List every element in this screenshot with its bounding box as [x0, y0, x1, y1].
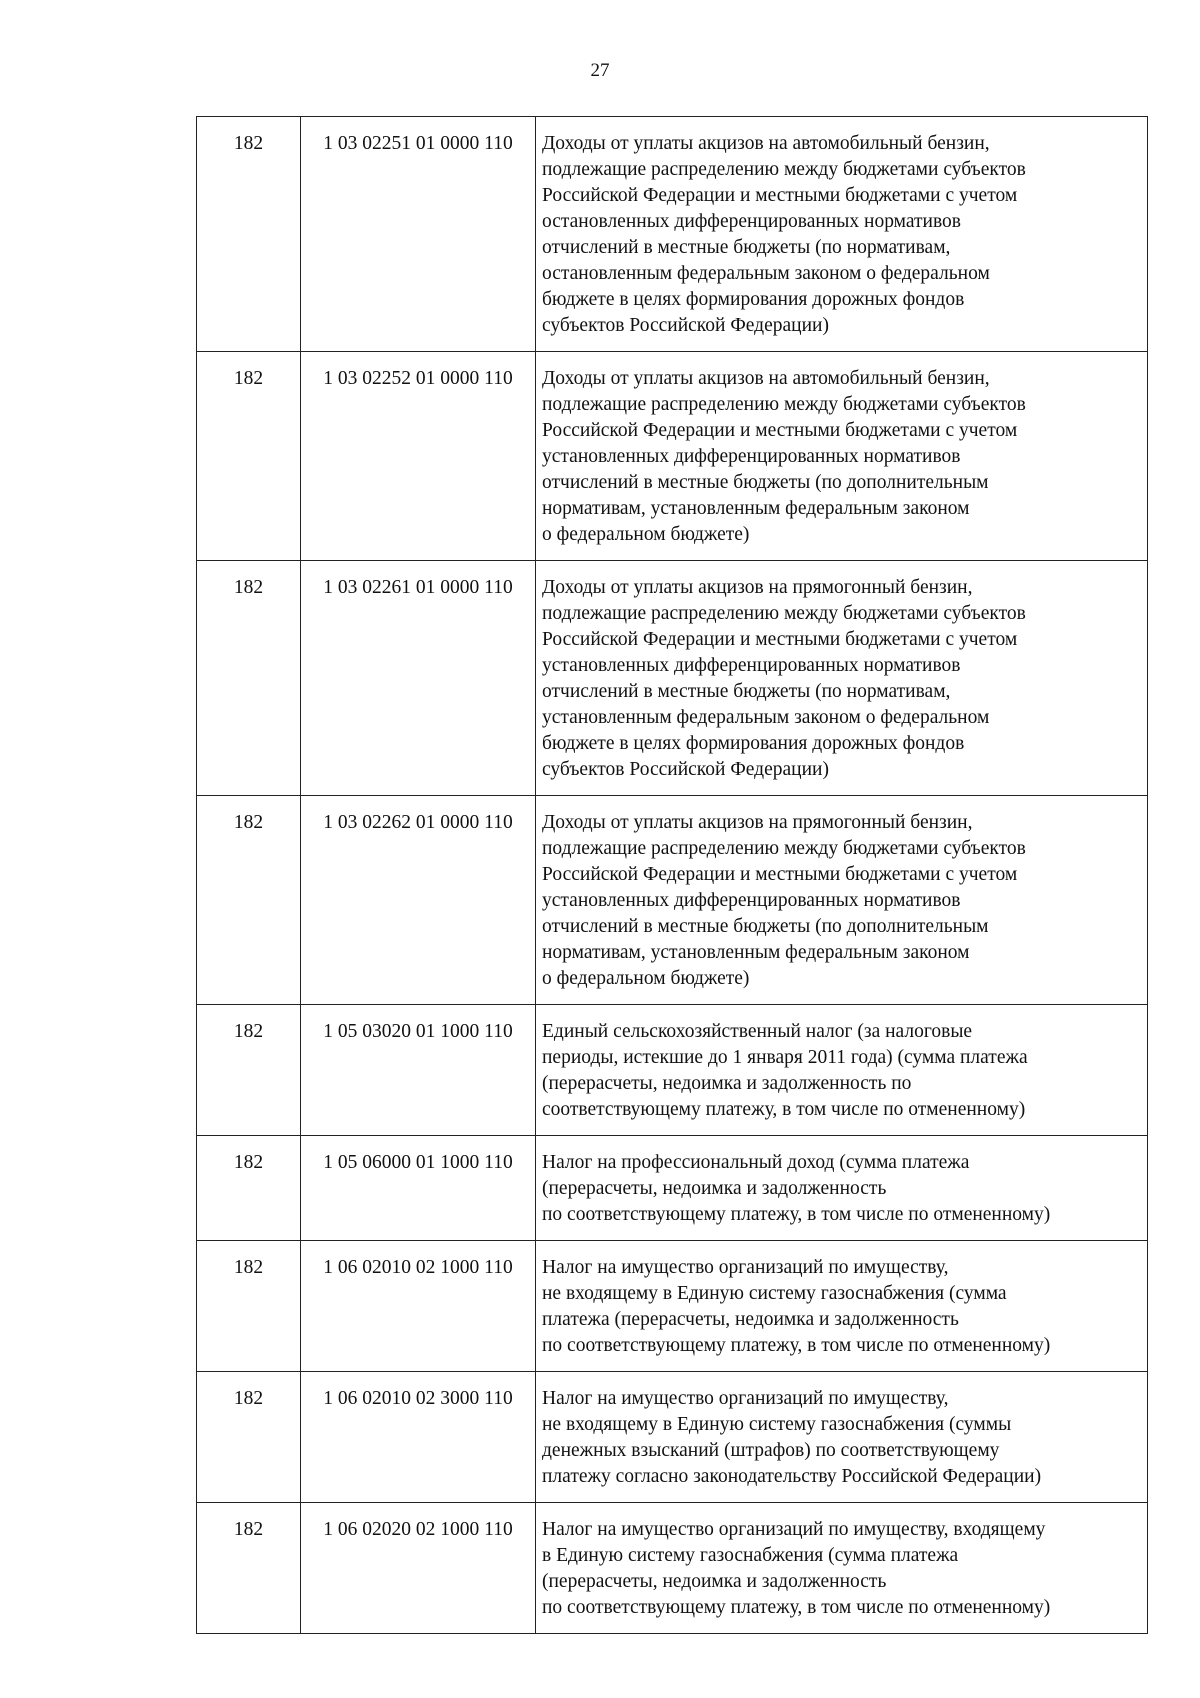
revenue-name-line: бюджете в целях формирования дорожных фондов: [542, 733, 965, 754]
revenue-name-line: Налог на профессиональный доход (сумма платежа: [542, 1152, 970, 1173]
revenue-name-line: Доходы от уплаты акцизов на прямогонный бензин,: [542, 812, 973, 833]
revenue-name-line: бюджете в целях формирования дорожных фондов: [542, 289, 965, 310]
budget-classification-code-cell: 1 06 02010 02 1000 110: [301, 1241, 536, 1372]
revenue-name-line: (перерасчеты, недоимка и задолженность по: [542, 1073, 912, 1094]
admin-code-cell: 182: [197, 1241, 301, 1372]
revenue-name-line: установленных дифференцированных нормативов: [542, 655, 961, 676]
revenue-name-line: Налог на имущество организаций по имуществу, входящему: [542, 1519, 1046, 1540]
revenue-name-line: платежу согласно законодательству Российской Федерации): [542, 1466, 1042, 1487]
revenue-name-line: (перерасчеты, недоимка и задолженность: [542, 1178, 887, 1199]
revenue-name-line: Доходы от уплаты акцизов на прямогонный бензин,: [542, 577, 973, 598]
admin-code-cell: 182: [197, 561, 301, 796]
admin-code-cell: 182: [197, 1372, 301, 1503]
revenue-name-line: отчислений в местные бюджеты (по нормативам,: [542, 681, 951, 702]
revenue-name-line: Российской Федерации и местными бюджетами с учетом: [542, 185, 1018, 206]
revenue-name-line: субъектов Российской Федерации): [542, 315, 829, 336]
revenue-name-line: в Единую систему газоснабжения (сумма платежа: [542, 1545, 959, 1566]
revenue-name-line: остановленных дифференцированных нормативов: [542, 211, 961, 232]
revenue-name-line: нормативам, установленным федеральным законом: [542, 942, 970, 963]
revenue-name-line: Доходы от уплаты акцизов на автомобильный бензин,: [542, 133, 990, 154]
admin-code-cell: 182: [197, 117, 301, 352]
revenue-name-line: Налог на имущество организаций по имуществу,: [542, 1388, 949, 1409]
revenue-name-line: Российской Федерации и местными бюджетами с учетом: [542, 420, 1018, 441]
revenue-name-line: отчислений в местные бюджеты (по нормативам,: [542, 237, 951, 258]
revenue-name-line: Российской Федерации и местными бюджетами с учетом: [542, 864, 1018, 885]
table-row: [197, 1136, 1148, 1241]
revenue-name-line: периоды, истекшие до 1 января 2011 года) (сумма платежа: [542, 1047, 1028, 1068]
revenue-name-cell: [536, 561, 1148, 796]
table-row: [197, 1005, 1148, 1136]
revenue-name-line: установленным федеральным законом о федеральном: [542, 707, 990, 728]
revenue-name-line: по соответствующему платежу, в том числе по отмененному): [542, 1597, 1051, 1618]
table-row: [197, 352, 1148, 561]
budget-classification-code-cell: 1 03 02262 01 0000 110: [301, 796, 536, 1005]
revenue-name-cell: [536, 352, 1148, 561]
revenue-name-line: остановленным федеральным законом о федеральном: [542, 263, 990, 284]
table-row: [197, 117, 1148, 352]
budget-classification-code-cell: 1 03 02251 01 0000 110: [301, 117, 536, 352]
revenue-name-line: установленных дифференцированных нормативов: [542, 446, 961, 467]
table-row: [197, 1372, 1148, 1503]
revenue-name-cell: [536, 1005, 1148, 1136]
revenue-name-line: (перерасчеты, недоимка и задолженность: [542, 1571, 887, 1592]
revenue-name-line: установленных дифференцированных нормативов: [542, 890, 961, 911]
revenue-name-line: денежных взысканий (штрафов) по соответствующему: [542, 1440, 1000, 1461]
revenue-name-line: подлежащие распределению между бюджетами субъектов: [542, 603, 1026, 624]
revenue-name-line: по соответствующему платежу, в том числе по отмененному): [542, 1204, 1051, 1225]
revenue-name-cell: [536, 117, 1148, 352]
revenue-name-cell: [536, 1241, 1148, 1372]
table-row: [197, 1241, 1148, 1372]
revenue-name-line: подлежащие распределению между бюджетами субъектов: [542, 838, 1026, 859]
revenue-name-line: Российской Федерации и местными бюджетами с учетом: [542, 629, 1018, 650]
admin-code-cell: 182: [197, 796, 301, 1005]
budget-classification-code-cell: 1 05 03020 01 1000 110: [301, 1005, 536, 1136]
revenue-name-cell: [536, 1136, 1148, 1241]
page-number: 27: [590, 60, 610, 81]
revenue-name-line: нормативам, установленным федеральным законом: [542, 498, 970, 519]
budget-classification-code-cell: 1 03 02252 01 0000 110: [301, 352, 536, 561]
admin-code-cell: 182: [197, 352, 301, 561]
revenue-name-line: не входящему в Единую систему газоснабжения (суммы: [542, 1414, 1012, 1435]
revenue-name-line: о федеральном бюджете): [542, 524, 750, 545]
revenue-name-line: не входящему в Единую систему газоснабжения (сумма: [542, 1283, 1007, 1304]
admin-code-cell: 182: [197, 1136, 301, 1241]
revenue-name-line: по соответствующему платежу, в том числе по отмененному): [542, 1335, 1051, 1356]
admin-code-cell: 182: [197, 1503, 301, 1634]
revenue-name-line: подлежащие распределению между бюджетами субъектов: [542, 394, 1026, 415]
table-body: [197, 117, 1148, 1634]
table-row: [197, 561, 1148, 796]
revenue-name-line: соответствующему платежу, в том числе по отмененному): [542, 1099, 1026, 1120]
table-row: [197, 1503, 1148, 1634]
revenue-name-line: Единый сельскохозяйственный налог (за налоговые: [542, 1021, 973, 1042]
budget-classification-code-cell: 1 05 06000 01 1000 110: [301, 1136, 536, 1241]
revenue-name-line: Доходы от уплаты акцизов на автомобильный бензин,: [542, 368, 990, 389]
revenue-name-line: платежа (перерасчеты, недоимка и задолженность: [542, 1309, 959, 1330]
revenue-codes-table: [196, 116, 1148, 1634]
revenue-name-line: о федеральном бюджете): [542, 968, 750, 989]
revenue-name-line: подлежащие распределению между бюджетами субъектов: [542, 159, 1026, 180]
revenue-name-cell: [536, 1372, 1148, 1503]
revenue-name-line: субъектов Российской Федерации): [542, 759, 829, 780]
revenue-name-line: Налог на имущество организаций по имуществу,: [542, 1257, 949, 1278]
revenue-name-line: отчислений в местные бюджеты (по дополнительным: [542, 472, 989, 493]
revenue-name-cell: [536, 796, 1148, 1005]
budget-classification-code-cell: 1 06 02020 02 1000 110: [301, 1503, 536, 1634]
revenue-name-line: отчислений в местные бюджеты (по дополнительным: [542, 916, 989, 937]
budget-classification-code-cell: 1 06 02010 02 3000 110: [301, 1372, 536, 1503]
admin-code-cell: 182: [197, 1005, 301, 1136]
table-row: [197, 796, 1148, 1005]
budget-classification-code-cell: 1 03 02261 01 0000 110: [301, 561, 536, 796]
revenue-name-cell: [536, 1503, 1148, 1634]
